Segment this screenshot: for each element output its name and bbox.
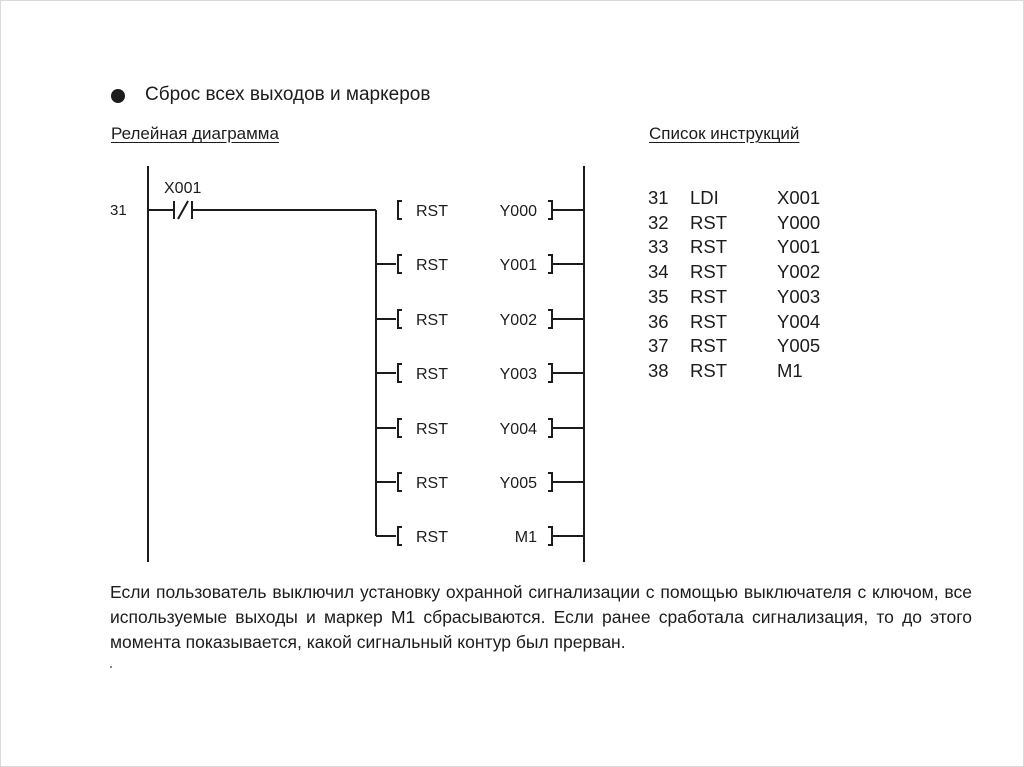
instruction-operand: Y001 <box>777 236 821 257</box>
coil-right-bracket <box>548 419 552 437</box>
coil-instruction: RST <box>416 366 448 383</box>
coil-right-bracket <box>548 201 552 219</box>
instruction-op: RST <box>690 212 727 233</box>
step-number: 31 <box>110 202 127 219</box>
coil-right-bracket <box>548 310 552 328</box>
instruction-operand: M1 <box>777 360 803 381</box>
coil-operand: Y000 <box>499 203 537 220</box>
coil-row <box>376 419 584 438</box>
instruction-op: RST <box>690 335 727 356</box>
instruction-op: LDI <box>690 187 719 208</box>
instruction-op: RST <box>690 236 727 257</box>
coil-left-bracket <box>398 473 402 491</box>
instruction-list-title: Список инструкций <box>649 124 800 143</box>
coil-row <box>376 527 584 546</box>
coil-operand: Y005 <box>499 475 537 492</box>
coil-row <box>376 255 584 274</box>
instruction-operand: Y005 <box>777 335 821 356</box>
instruction-operand: Y004 <box>777 311 821 332</box>
instruction-step: 36 <box>648 311 669 332</box>
coil-left-bracket <box>398 310 402 328</box>
coil-operand: M1 <box>514 529 537 546</box>
coil-right-bracket <box>548 473 552 491</box>
coil-instruction: RST <box>416 529 448 546</box>
coil-instruction: RST <box>416 312 448 329</box>
coil-left-bracket <box>398 419 402 437</box>
coil-row <box>398 201 584 220</box>
instruction-step: 32 <box>648 212 669 233</box>
instruction-operand: X001 <box>777 187 821 208</box>
instruction-op: RST <box>690 286 727 307</box>
contact-label: X001 <box>164 180 202 197</box>
instruction-operand: Y003 <box>777 286 821 307</box>
coil-operand: Y003 <box>499 366 537 383</box>
coil-instruction: RST <box>416 421 448 438</box>
coil-right-bracket <box>548 255 552 273</box>
instruction-op: RST <box>690 360 727 381</box>
coil-instruction: RST <box>416 475 448 492</box>
instruction-operand: Y000 <box>777 212 821 233</box>
instruction-step: 33 <box>648 236 669 257</box>
coil-left-bracket <box>398 527 402 545</box>
coil-row <box>376 310 584 329</box>
coil-instruction: RST <box>416 257 448 274</box>
coil-left-bracket <box>398 201 402 219</box>
coil-operand: Y001 <box>499 257 537 274</box>
instruction-step: 35 <box>648 286 669 307</box>
instruction-op: RST <box>690 261 727 282</box>
coil-right-bracket <box>548 527 552 545</box>
coil-instruction: RST <box>416 203 448 220</box>
instruction-operand: Y002 <box>777 261 821 282</box>
coil-right-bracket <box>548 364 552 382</box>
normally-closed-contact-icon <box>174 201 192 219</box>
coil-left-bracket <box>398 255 402 273</box>
stray-dot-mark <box>110 666 112 668</box>
coil-row <box>376 364 584 383</box>
coil-row <box>376 473 584 492</box>
ladder-diagram-title: Релейная диаграмма <box>111 124 279 143</box>
instruction-step: 37 <box>648 335 669 356</box>
coil-operand: Y002 <box>499 312 537 329</box>
instruction-step: 34 <box>648 261 669 282</box>
instruction-step: 38 <box>648 360 669 381</box>
coil-operand: Y004 <box>499 421 537 438</box>
description-paragraph: Если пользователь выключил установку охранной сигнализации с помощью выключателя с ключом, все используемые выходы и маркер М1 сбрасываются. Если ранее сработала сигнализация, то до этого момента показывается, какой сигнальный контур был прерван. <box>110 582 972 652</box>
coil-left-bracket <box>398 364 402 382</box>
instruction-step: 31 <box>648 187 669 208</box>
section-heading-text: Сброс всех выходов и маркеров <box>145 84 431 105</box>
instruction-op: RST <box>690 311 727 332</box>
